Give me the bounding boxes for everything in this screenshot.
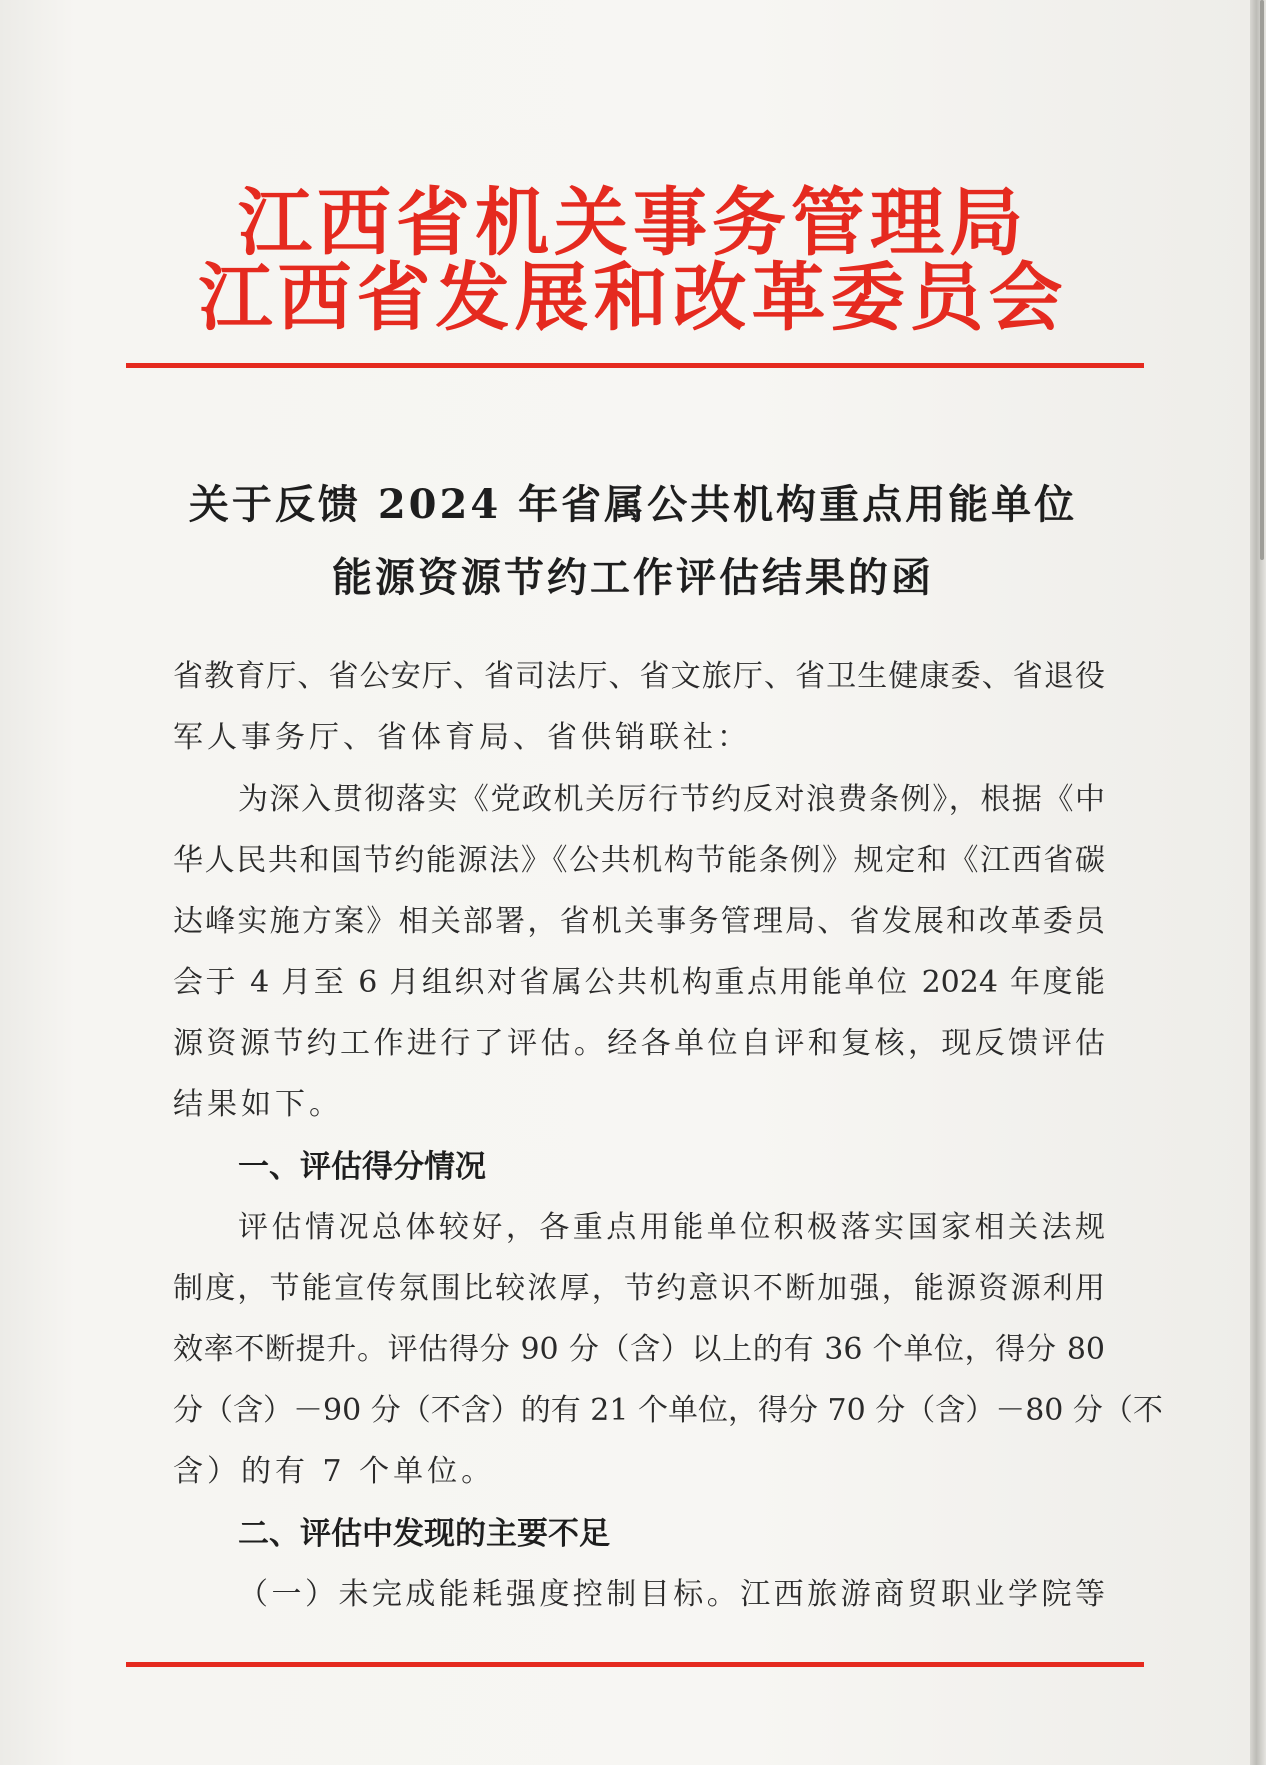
recipients-line-2: 军人事务厅、省体育局、省供销联社： — [173, 720, 751, 755]
scroll-indicator — [1260, 0, 1264, 560]
letterhead-red-rule — [126, 363, 1144, 368]
intro-line-2: 华人民共和国节约能源法》《公共机构节能条例》规定和《江西省碳 — [173, 843, 1105, 878]
intro-line-1: 为深入贯彻落实《党政机关厉行节约反对浪费条例》，根据《中 — [238, 782, 1105, 817]
document-title-line-1: 关于反馈 2024 年省属公共机构重点用能单位 — [188, 481, 1078, 528]
letterhead-org-1: 江西省机关事务管理局 — [238, 180, 1028, 266]
section-2-line-1: （一）未完成能耗强度控制目标。江西旅游商贸职业学院等 — [238, 1577, 1105, 1612]
intro-line-5: 源资源节约工作进行了评估。经各单位自评和复核，现反馈评估 — [173, 1026, 1105, 1061]
section-1-line-3: 效率不断提升。评估得分 90 分（含）以上的有 36 个单位，得分 80 — [173, 1332, 1105, 1367]
intro-line-6: 结果如下。 — [173, 1087, 343, 1122]
section-1-line-4: 分（含）－90 分（不含）的有 21 个单位，得分 70 分（含）－80 分（不 — [173, 1393, 1163, 1428]
section-2-heading: 二、评估中发现的主要不足 — [238, 1516, 610, 1552]
document-title-line-2: 能源资源节约工作评估结果的函 — [332, 554, 934, 601]
intro-line-3: 达峰实施方案》相关部署，省机关事务管理局、省发展和改革委员 — [173, 904, 1105, 939]
section-1-line-2: 制度，节能宣传氛围比较浓厚，节约意识不断加强，能源资源利用 — [173, 1271, 1105, 1306]
section-1-line-1: 评估情况总体较好，各重点用能单位积极落实国家相关法规 — [238, 1210, 1105, 1245]
section-1-heading: 一、评估得分情况 — [238, 1149, 486, 1185]
page-edge-shadow — [1250, 0, 1266, 1765]
footer-red-rule — [126, 1662, 1144, 1667]
recipients-line-1: 省教育厅、省公安厅、省司法厅、省文旅厅、省卫生健康委、省退役 — [173, 659, 1105, 694]
section-1-line-5: 含）的有 7 个单位。 — [173, 1454, 496, 1489]
intro-line-4: 会于 4 月至 6 月组织对省属公共机构重点用能单位 2024 年度能 — [173, 965, 1105, 1000]
letterhead-org-2: 江西省发展和改革委员会 — [198, 255, 1068, 341]
